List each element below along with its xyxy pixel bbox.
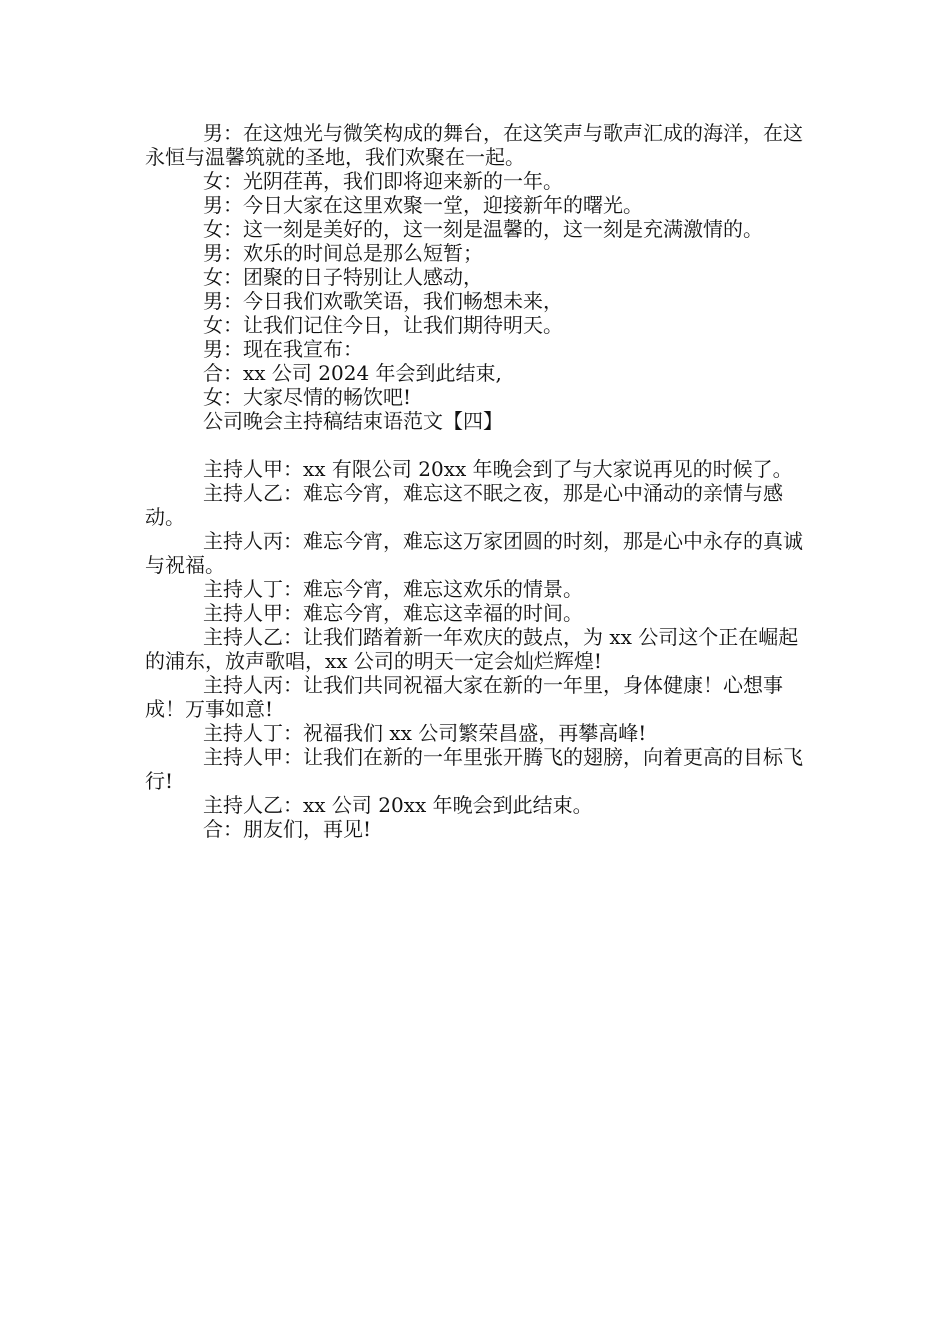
paragraph: 主持人丙：难忘今宵，难忘这万家团圆的时刻，那是心中永存的真诚与祝福。 [145,529,803,577]
paragraph: 男：欢乐的时间总是那么短暂； [203,241,483,265]
paragraph: 男：在这烛光与微笑构成的舞台，在这笑声与歌声汇成的海洋，在这永恒与温馨筑就的圣地，我们欢聚在一起。 [145,121,803,169]
paragraph: 主持人丁：难忘今宵，难忘这欢乐的情景。 [203,577,583,601]
paragraph: 主持人甲：xx 有限公司 20xx 年晚会到了与大家说再见的时候了。 [203,457,793,481]
document-body [145,121,810,841]
paragraph: 男：今日大家在这里欢聚一堂，迎接新年的曙光。 [203,193,643,217]
blank-line [145,433,810,457]
paragraph: 主持人乙：让我们踏着新一年欢庆的鼓点，为 xx 公司这个正在崛起的浦东，放声歌唱，xx 公司的明天一定会灿烂辉煌! [145,625,799,673]
paragraph: 女：光阴荏苒，我们即将迎来新的一年。 [203,169,563,193]
paragraph: 男：现在我宣布： [203,337,363,361]
paragraph: 主持人甲：让我们在新的一年里张开腾飞的翅膀，向着更高的目标飞行! [145,745,803,793]
paragraph: 男：今日我们欢歌笑语，我们畅想未来， [203,289,563,313]
paragraph: 合：xx 公司 2024 年会到此结束, [203,361,502,385]
paragraph: 主持人乙：xx 公司 20xx 年晚会到此结束。 [203,793,593,817]
paragraph: 主持人丁：祝福我们 xx 公司繁荣昌盛，再攀高峰! [203,721,647,745]
paragraph: 主持人丙：让我们共同祝福大家在新的一年里，身体健康！心想事成！万事如意! [145,673,783,721]
paragraph: 合：朋友们，再见! [203,817,372,841]
paragraph: 主持人乙：难忘今宵，难忘这不眠之夜，那是心中涌动的亲情与感动。 [145,481,783,529]
paragraph: 女：这一刻是美好的，这一刻是温馨的，这一刻是充满激情的。 [203,217,763,241]
paragraph: 女：让我们记住今日，让我们期待明天。 [203,313,563,337]
paragraph: 女：大家尽情的畅饮吧! [203,385,412,409]
paragraph: 女：团聚的日子特别让人感动， [203,265,483,289]
section-title: 公司晚会主持稿结束语范文【四】 [203,409,503,433]
paragraph: 主持人甲：难忘今宵，难忘这幸福的时间。 [203,601,583,625]
